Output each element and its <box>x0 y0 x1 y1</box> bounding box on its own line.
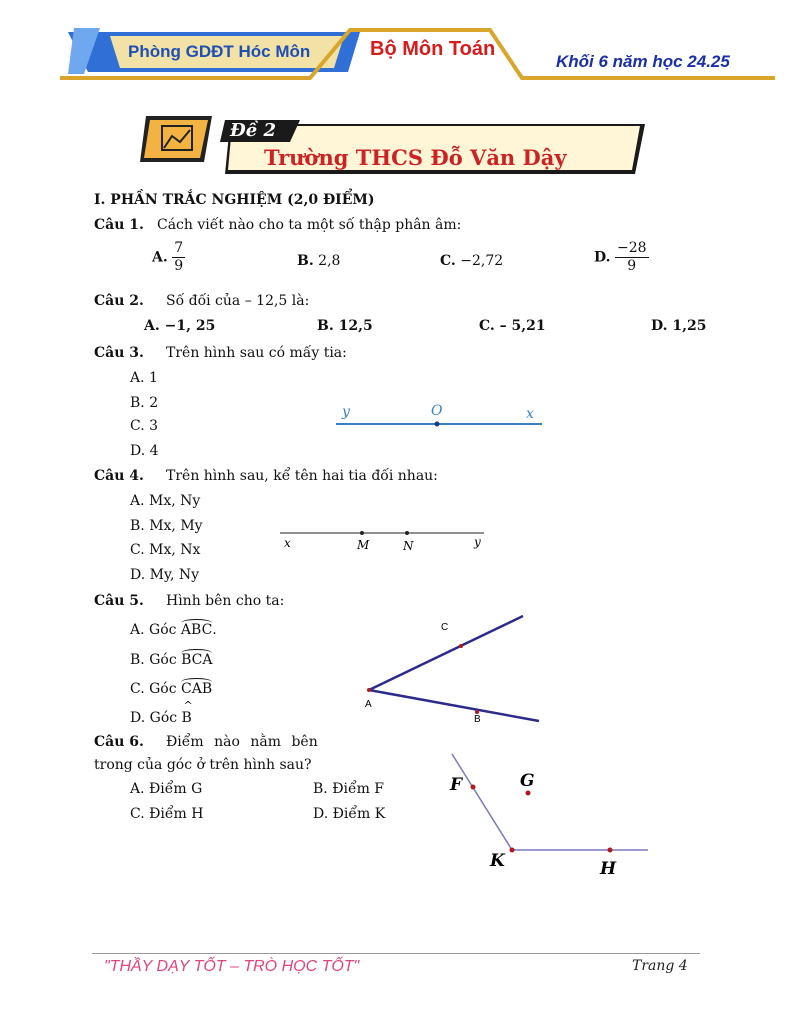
q4-option-d: D. My, Ny <box>130 567 200 583</box>
q1-b-value: 2,8 <box>318 253 341 269</box>
q1-d-label: D. <box>594 249 611 266</box>
q2-option-d: D. 1,25 <box>651 318 707 334</box>
q5-option-d <box>130 710 192 726</box>
q1-option-b <box>297 253 340 269</box>
q6-option-b: B. Điểm F <box>313 781 385 797</box>
q5-b-goc: Góc <box>149 652 177 668</box>
q1-a-label: A. <box>152 249 168 266</box>
header-phong: Phòng GDĐT Hóc Môn <box>128 42 311 61</box>
q5-option-b <box>130 652 212 668</box>
q5-a-suffix: . <box>212 622 217 638</box>
q3-option-a: A. 1 <box>130 370 158 386</box>
q4-label-n: N <box>403 539 414 553</box>
banner-school: Trường THCS Đỗ Văn Dậy <box>264 145 567 170</box>
q5-a-goc: Góc <box>149 622 177 638</box>
header-khoi: Khối 6 năm học 24.25 <box>556 52 730 71</box>
q3-figure <box>330 398 550 434</box>
q1-c-label: C. <box>440 253 456 269</box>
q6-point-f <box>471 785 476 790</box>
q6-point-k <box>510 848 515 853</box>
q2-option-b: B. 12,5 <box>317 318 373 334</box>
footer-page-number: Trang 4 <box>632 958 688 974</box>
q5-c-prefix: C. <box>130 681 145 697</box>
q4-label-x: x <box>284 536 291 550</box>
q5-c-angle: CAB <box>181 681 213 697</box>
q1-label: Câu 1. <box>94 217 144 233</box>
q5-d-prefix: D. <box>130 710 146 726</box>
q1-d-num: −28 <box>616 240 647 256</box>
q5-b-prefix: B. <box>130 652 145 668</box>
section-title: I. PHẦN TRẮC NGHIỆM (2,0 ĐIỂM) <box>94 192 375 208</box>
q5-point-c <box>459 644 463 648</box>
q4-point-n <box>405 531 409 535</box>
q6-text-line2: trong của góc ở trên hình sau? <box>94 757 312 773</box>
q3-option-b: B. 2 <box>130 395 159 411</box>
q1-option-c <box>440 253 503 269</box>
q5-text: Hình bên cho ta: <box>166 593 285 609</box>
header-bo-mon: Bộ Môn Toán <box>370 38 496 60</box>
q6-option-d: D. Điểm K <box>313 806 386 822</box>
q4-point-m <box>360 531 364 535</box>
q3-point-o <box>435 422 440 427</box>
q6-point-g <box>526 791 531 796</box>
q6-text-line1: Điểm nào nằm bên <box>166 734 318 750</box>
q1-c-value: −2,72 <box>460 253 504 269</box>
q6-label: Câu 6. <box>94 734 144 750</box>
q1-b-label: B. <box>297 253 314 269</box>
q5-label-b: B <box>474 714 481 725</box>
q5-figure <box>355 610 555 730</box>
q5-label-c: C <box>441 622 449 633</box>
q4-label-y: y <box>474 535 481 549</box>
q5-label: Câu 5. <box>94 593 144 609</box>
q3-option-d: D. 4 <box>130 443 159 459</box>
footer-divider <box>92 953 700 954</box>
q6-label-g: G <box>520 771 535 791</box>
q1-option-d <box>594 240 649 275</box>
q4-label: Câu 4. <box>94 468 144 484</box>
q4-figure <box>278 524 488 554</box>
q6-ray-kf <box>452 754 512 850</box>
q4-option-c: C. Mx, Nx <box>130 542 201 558</box>
q5-a-prefix: A. <box>130 622 145 638</box>
q6-label-k: K <box>490 851 505 871</box>
q3-label-x: x <box>526 406 534 422</box>
q5-a-angle: ABC <box>180 622 213 638</box>
q3-text: Trên hình sau có mấy tia: <box>166 345 347 361</box>
q1-a-num: 7 <box>174 240 184 256</box>
q4-label-m: M <box>357 538 370 552</box>
q1-d-den: 9 <box>627 258 637 274</box>
q2-option-c: C. – 5,21 <box>479 318 546 334</box>
q4-option-b: B. Mx, My <box>130 518 203 534</box>
q3-label: Câu 3. <box>94 345 144 361</box>
q6-figure <box>440 750 660 885</box>
q3-label-o: O <box>431 403 443 419</box>
q3-label-y: y <box>342 404 350 420</box>
q5-c-goc: Góc <box>149 681 177 697</box>
q4-option-a: A. Mx, Ny <box>130 493 201 509</box>
q5-option-c <box>130 681 212 697</box>
q5-point-a <box>367 688 371 692</box>
q1-option-a <box>152 240 185 275</box>
q2-label: Câu 2. <box>94 293 144 309</box>
q6-option-c: C. Điểm H <box>130 806 204 822</box>
q5-b-angle: BCA <box>181 652 213 668</box>
q6-label-f: F <box>450 775 463 795</box>
q6-option-a: A. Điểm G <box>130 781 203 797</box>
q5-ray-ab <box>369 690 539 721</box>
q4-text: Trên hình sau, kể tên hai tia đối nhau: <box>166 468 438 484</box>
q5-label-a: A <box>365 699 372 710</box>
q1-text: Cách viết nào cho ta một số thập phân âm: <box>157 217 462 233</box>
q2-option-a: A. −1, 25 <box>144 318 216 334</box>
q1-d-fraction <box>615 240 649 275</box>
q1-a-fraction <box>172 240 185 275</box>
footer-slogan: "THẦY DẠY TỐT – TRÒ HỌC TỐT" <box>104 958 360 975</box>
q2-text: Số đối của – 12,5 là: <box>166 293 310 309</box>
q6-label-h: H <box>600 859 617 879</box>
q5-d-goc: Góc <box>149 710 178 726</box>
banner-de: Đề 2 <box>230 120 276 141</box>
q3-option-c: C. 3 <box>130 418 159 434</box>
q1-a-den: 9 <box>174 258 184 274</box>
q5-option-a <box>130 622 217 638</box>
q6-point-h <box>608 848 613 853</box>
q5-d-angle: ^ B <box>182 710 192 726</box>
